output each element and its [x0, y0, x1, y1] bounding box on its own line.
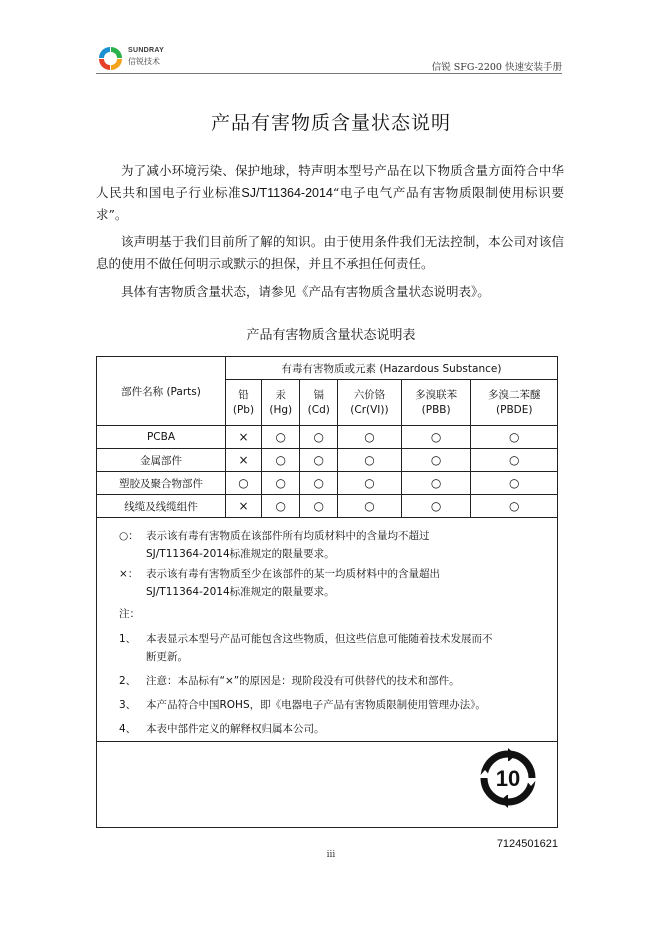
column-header-symbol: (PBDE) [496, 403, 533, 416]
recycle-arrows-icon [478, 748, 538, 808]
column-header-symbol: (Cd) [307, 403, 330, 416]
standard-code: SJ/T11364-2014 [241, 186, 333, 200]
table-cell: ○ [401, 426, 471, 449]
row-part-name: PCBA [97, 426, 226, 449]
column-header-symbol: (Cr(VI)) [350, 403, 389, 416]
paragraph-reference: 具体有害物质含量状态，请参见《产品有害物质含量状态说明表》。 [121, 284, 490, 299]
note-1-text [146, 630, 541, 666]
column-header-cr6 [338, 380, 402, 426]
column-header-cd [300, 380, 338, 426]
note-number: 1、 [119, 633, 137, 645]
table-row [97, 449, 557, 472]
table-cell: ○ [338, 495, 402, 518]
column-header-cn: 汞 [275, 388, 286, 401]
table-cell: ○ [261, 495, 300, 518]
note-line: SJ/T11364-2014标准规定的限量要求。 [146, 548, 335, 560]
note-line: 表示该有毒有害物质在该部件所有均质材料中的含量均不超过 [146, 530, 430, 542]
sundray-logo-icon [96, 44, 126, 70]
notes-heading [119, 605, 539, 623]
document-code: 7124501621 [496, 838, 558, 850]
note-cross-text [146, 565, 541, 601]
table-cell: ○ [471, 449, 557, 472]
table-cell: ○ [401, 495, 471, 518]
page-header [96, 42, 562, 74]
table-cell: ○ [300, 472, 338, 495]
column-header-hg [261, 380, 300, 426]
paragraph-declaration [96, 160, 564, 226]
table-cell: × [226, 426, 262, 449]
hazardous-substance-table [97, 357, 557, 518]
table-notes [97, 515, 557, 742]
column-header-pbde [471, 380, 557, 426]
table-cell: ○ [261, 426, 300, 449]
table-cell: ○ [300, 449, 338, 472]
table-cell: ○ [401, 449, 471, 472]
column-header-symbol: (PBB) [421, 403, 451, 416]
note-circle-text [146, 527, 541, 563]
table-cell: ○ [300, 426, 338, 449]
paragraph-declaration-text-end: “电子电气产品有害物质限制使用标识要求”。 [96, 185, 564, 222]
table-caption: 产品有害物质含量状态说明表 [246, 328, 416, 343]
table-cell: ○ [338, 472, 402, 495]
note-number: 3、 [119, 699, 137, 711]
logo-text-en: SUNDRAY [128, 47, 165, 54]
column-header-pb [226, 380, 262, 426]
row-part-name: 线缆及线缆组件 [97, 495, 226, 518]
table-cell: ○ [338, 426, 402, 449]
row-part-name: 塑胶及聚合物部件 [97, 472, 226, 495]
cross-symbol-label: ×： [119, 568, 139, 580]
note-number: 4、 [119, 723, 137, 735]
logo-text-cn: 信锐技术 [128, 57, 160, 66]
note-line: 表示该有毒有害物质至少在该部件的某一均质材料中的含量超出 [146, 568, 440, 580]
table-cell: × [226, 495, 262, 518]
note-line: 断更新。 [146, 651, 188, 663]
table-cell: ○ [471, 495, 557, 518]
hazardous-substance-header: 有毒有害物质或元素 (Hazardous Substance) [226, 357, 558, 380]
column-header-cn: 六价铬 [353, 388, 386, 401]
column-header-cn: 多溴联苯 [415, 388, 458, 401]
note-line: SJ/T11364-2014标准规定的限量要求。 [146, 586, 335, 598]
page-title: 产品有害物质含量状态说明 [210, 112, 451, 134]
table-cell: × [226, 449, 262, 472]
notes-heading-text: 注： [119, 608, 140, 620]
table-cell: ○ [338, 449, 402, 472]
table-cell: ○ [471, 472, 557, 495]
header-doc-title: 信锐 SFG-2200 快速安装手册 [431, 62, 562, 73]
paragraph-declaration-text: 为了减小环境污染、保护地球，特声明本型号产品在以下物质含量方面符合中华人民共和国电子行业标准 [96, 163, 564, 200]
note-line: 本表显示本型号产品可能包含这些物质，但这些信息可能随着技术发展而不 [146, 633, 493, 645]
table-cell: ○ [300, 495, 338, 518]
efup-10-badge [478, 748, 538, 808]
table-row [97, 472, 557, 495]
badge-number: 10 [495, 766, 521, 791]
table-cell: ○ [401, 472, 471, 495]
table-cell: ○ [261, 449, 300, 472]
hazardous-substance-table-box [96, 356, 558, 828]
column-header-cn: 镉 [313, 388, 325, 401]
table-super-header-row [97, 357, 557, 380]
column-header-cn: 铅 [238, 388, 249, 401]
note-2-text: 注意：本品标有“×”的原因是：现阶段没有可供替代的技术和部件。 [146, 675, 460, 687]
note-4-text: 本表中部件定义的解释权归属本公司。 [146, 723, 325, 735]
table-cell: ○ [471, 426, 557, 449]
column-header-cn: 多溴二苯醚 [487, 388, 541, 401]
column-header-symbol: (Hg) [269, 403, 293, 416]
table-cell: ○ [226, 472, 262, 495]
note-number: 2、 [119, 675, 137, 687]
column-header-symbol: (Pb) [232, 403, 255, 416]
sundray-logo [96, 44, 186, 70]
table-cell: ○ [261, 472, 300, 495]
circle-symbol-label: ○： [119, 530, 139, 542]
page-number: iii [326, 850, 336, 860]
paragraph-disclaimer: 该声明基于我们目前所了解的知识。由于使用条件我们无法控制，本公司对该信息的使用不做任何明示或默示的担保，并且不承担任何责任。 [96, 234, 564, 271]
header-divider [96, 73, 562, 74]
column-header-pbb [401, 380, 471, 426]
part-name-header: 部件名称 (Parts) [97, 357, 226, 426]
row-part-name: 金属部件 [97, 449, 226, 472]
table-row [97, 426, 557, 449]
note-3-text: 本产品符合中国ROHS，即《电器电子产品有害物质限制使用管理办法》。 [146, 699, 486, 711]
